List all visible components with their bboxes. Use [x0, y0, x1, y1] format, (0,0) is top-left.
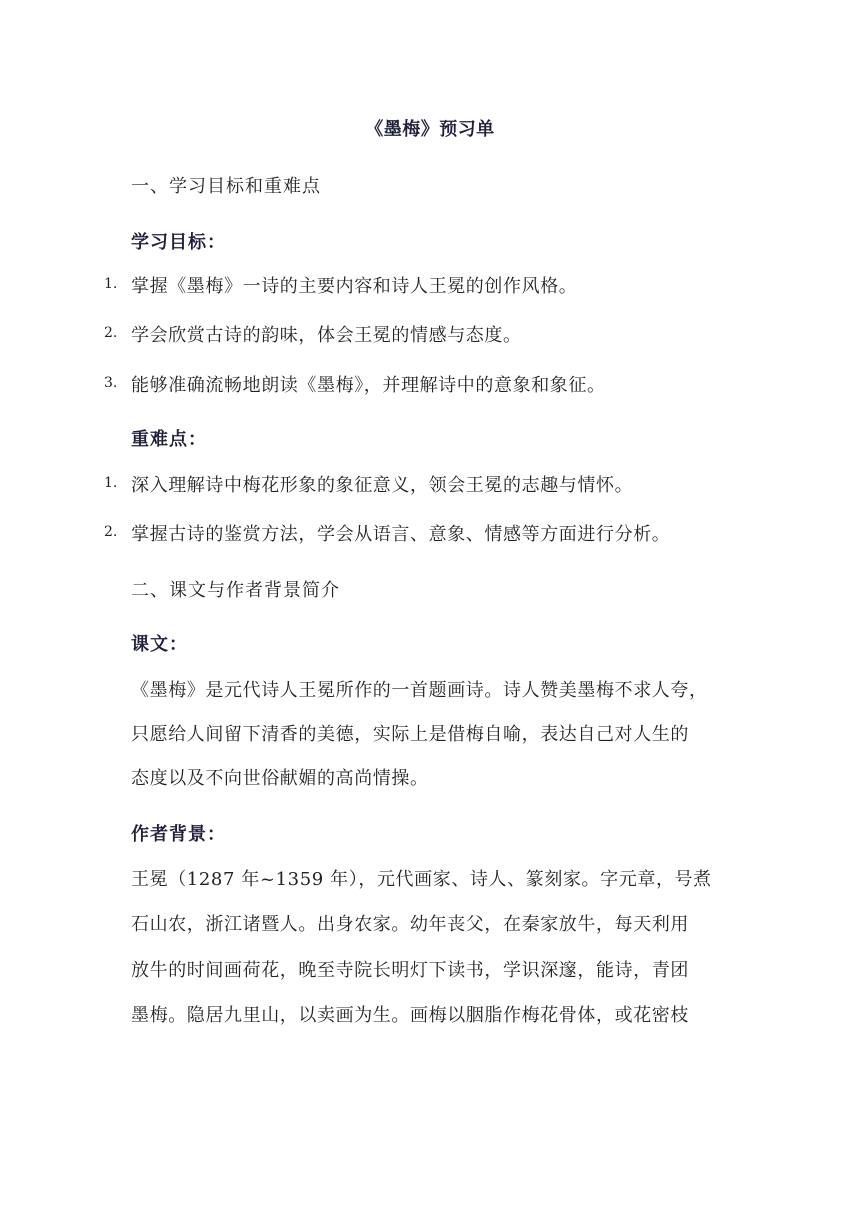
list-text: 深入理解诗中梅花形象的象征意义，领会王冕的志趣与情怀。: [131, 475, 634, 496]
list-number: 1.: [104, 276, 118, 292]
list-text: 掌握古诗的鉴赏方法，学会从语言、意象、情感等方面进行分析。: [131, 524, 671, 545]
difficulties-heading: 重难点：: [131, 429, 207, 450]
paragraph-line: 墨梅。隐居九里山，以卖画为生。画梅以胭脂作梅花骨体，或花密枝: [131, 1005, 689, 1026]
list-number: 2.: [104, 524, 118, 540]
paragraph-line: 王冕（1287 年~1359 年），元代画家、诗人、篆刻家。字元章，号煮: [131, 869, 712, 890]
paragraph-line: 《墨梅》是元代诗人王冕所作的一首题画诗。诗人赞美墨梅不求人夸，: [131, 680, 708, 701]
list-text: 掌握《墨梅》一诗的主要内容和诗人王冕的创作风格。: [131, 276, 578, 297]
list-number: 3.: [104, 375, 118, 391]
text-heading: 课文：: [131, 634, 188, 655]
author-heading: 作者背景：: [131, 824, 226, 845]
section-heading-background: 二、课文与作者背景简介: [131, 580, 340, 601]
list-text: 学会欣赏古诗的韵味，体会王冕的情感与态度。: [131, 325, 522, 346]
list-text: 能够准确流畅地朗读《墨梅》，并理解诗中的意象和象征。: [131, 375, 606, 396]
list-number: 2.: [104, 325, 118, 341]
document-title: 《墨梅》预习单: [365, 119, 495, 140]
paragraph-line: 放牛的时间画荷花，晚至寺院长明灯下读书，学识深邃，能诗，青团: [131, 960, 689, 981]
paragraph-line: 只愿给人间留下清香的美德，实际上是借梅自喻，表达自己对人生的: [131, 724, 689, 745]
list-number: 1.: [104, 475, 118, 491]
paragraph-line: 石山农，浙江诸暨人。出身农家。幼年丧父，在秦家放牛，每天利用: [131, 914, 689, 935]
section-heading-goals: 一、学习目标和重难点: [131, 176, 321, 197]
goals-heading: 学习目标：: [131, 232, 226, 253]
paragraph-line: 态度以及不向世俗献媚的高尚情操。: [131, 768, 429, 789]
